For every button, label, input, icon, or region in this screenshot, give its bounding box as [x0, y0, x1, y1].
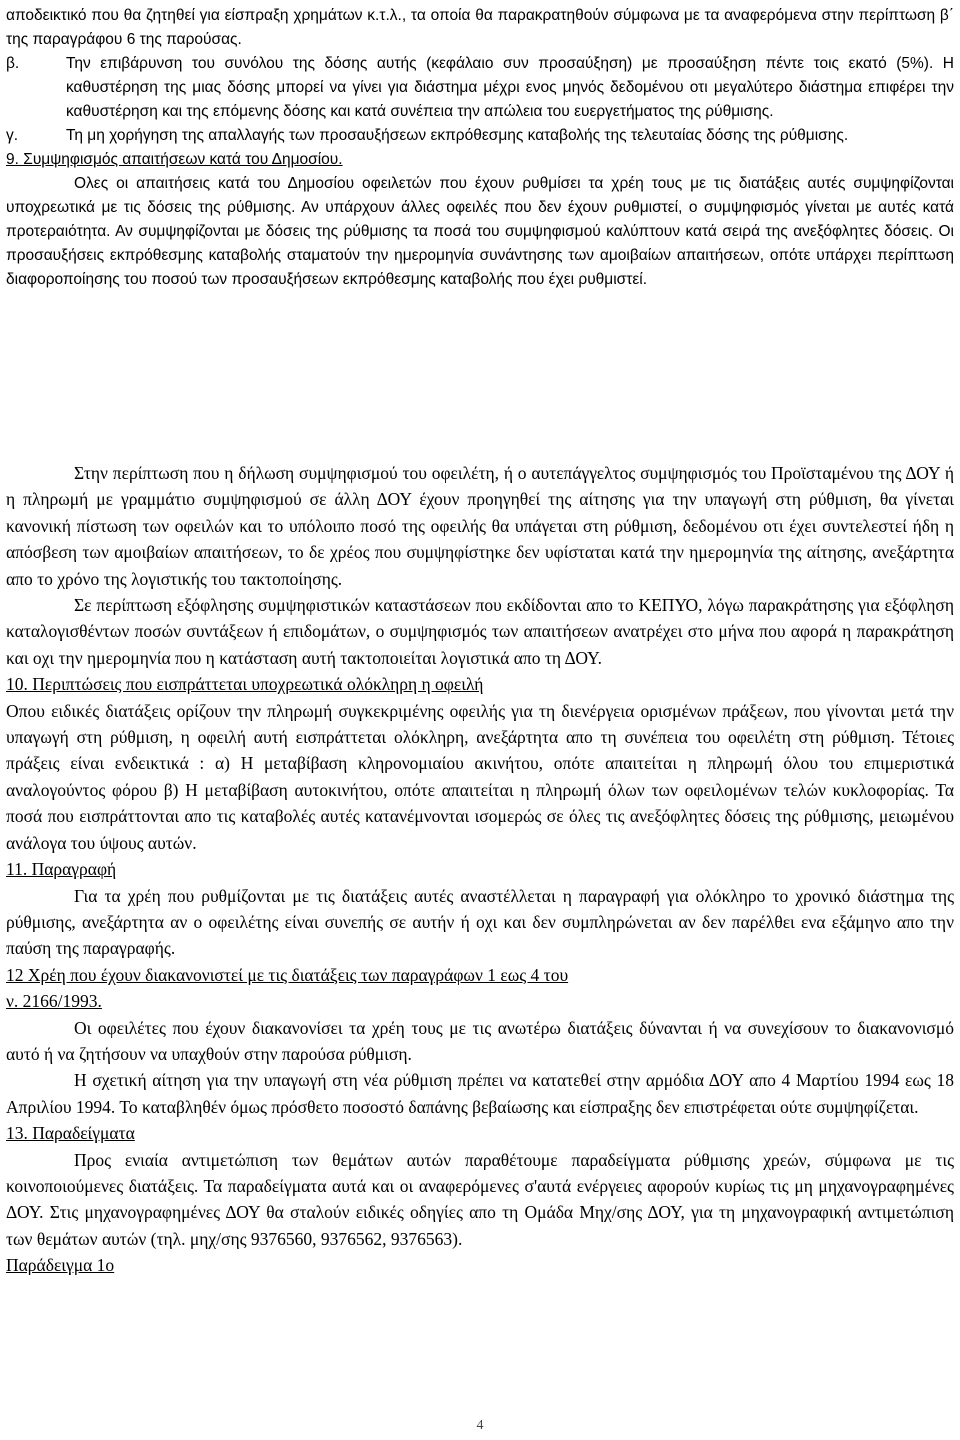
heading-section-11: 11. Παραγραφή [6, 859, 117, 880]
item-beta [6, 52, 954, 124]
paragraph-section-10: Οπου ειδικές διατάξεις ορίζουν την πληρωμή συγκεκριμένης οφειλής για τη διενέργεια ορισμένων πράξεων, που γίνονται μετά την υπαγωγή στη ρύθμιση, η οφειλή αυτή εισπράττεται ολόκληρη, ανεξάρτητα απο τη συνέπεια του οφειλέτη στη ρύθμιση. Τέτοιες πράξεις είναι ενδεικτικά : α) Η μεταβίβαση κληρονομιαίου ακινήτου, οπότε απαιτείται η πληρωμή όλου του επιμεριστικά αναλογούντος φόρου β) Η μεταβίβαση αυτοκινήτου, οπότε απαιτείται η πληρωμή όλων των οφειλομένων τελών κυκλοφορίας. Τα ποσά που εισπράττονται απο τις καταβολές αυτές κατανέμνονται ισομερώς σε όλες τις ανεξόφλητες δόσεις της ρύθμισης, μειωμένου ανάλογα του ύψους αυτών. [6, 700, 954, 853]
item-beta-text: Την επιβάρυνση του συνόλου της δόσης αυτής (κεφάλαιο συν προσαύξηση) με προσαύξηση πέντε τοις εκατό (5%). Η καθυστέρηση της μιας δόσης μπορεί να γίνει για διάστημα μέχρι ενος μηνός δεδομένου οτι μεγαλύτερο διάστημα επιφέρει την καθυστέρηση και της επόμενης δόσης και κατά συνέπεια την απώλεια του ευεργετήματος της ρύθμισης. [66, 55, 954, 120]
heading-section-9: 9. Συμψηφισμός απαιτήσεων κατά του Δημοσίου. [6, 151, 343, 168]
paragraph-kepyo: Σε περίπτωση εξόφλησης συμψηφιστικών καταστάσεων που εκδίδονται απο το ΚΕΠΥΟ, λόγω παρακράτησης για εξόφληση καταλογισθέντων ποσών συντάξεων ή επιδομάτων, ο συμψηφισμός των απαιτήσεων ανατρέχει στο μήνα που αφορά η παρακράτηση και οχι την ημερομηνία που η κατάσταση αυτή τακτοποιείται λογιστικά απο τη ΔΟΥ. [6, 595, 954, 668]
paragraph-section-13: Προς ενιαία αντιμετώπιση των θεμάτων αυτών παραθέτουμε παραδείγματα ρύθμισης χρεών, σύμφωνα με τις κοινοποιούμενες διατάξεις. Τα παραδείγματα αυτά και οι αναφερόμενες σ'αυτά ενέργειες αφορούν κυρίως τις μη μηχανογραφημένες ΔΟΥ. Στις μηχανογραφημένες ΔΟΥ θα σταλούν ειδικές οδηγίες απο τη Ομάδα Μηχ/σης ΔΟΥ, για τη μηχανογραφική αντιμετώπιση των θεμάτων αυτών (τηλ. μηχ/σης 9376560, 9376562, 9376563). [6, 1149, 954, 1249]
heading-section-13: 13. Παραδείγματα [6, 1123, 135, 1144]
heading-example-1: Παράδειγμα 1ο [6, 1255, 115, 1276]
heading-section-12 [6, 962, 954, 1015]
paragraph-section-9: Ολες οι απαιτήσεις κατά του Δημοσίου οφειλετών που έχουν ρυθμίσει τα χρέη τους με τις διατάξεις αυτές συμψηφίζονται υποχρεωτικά με τις δόσεις της ρύθμισης. Αν υπάρχουν άλλες οφειλές που δεν έχουν ρυθμιστεί, ο συμψηφισμός γίνεται με αυτές κατά προτεραιότητα. Αν συμψηφίζονται με δόσεις της ρύθμισης τα ποσά του συμψηφισμού καλύπτουν κατά σειρά της ανεξόφλητες δόσεις. Οι προσαυξήσεις εκπρόθεσμης καταβολής σταματούν την ημερομηνία συνάντησης των αμοιβαίων απαιτήσεων, οπότε υπάρχει περίπτωση διαφοροποίησης του ποσού των προσαυξήσεων εκπρόθεσμης καταβολής που έχει ρυθμιστεί. [6, 175, 954, 288]
item-gamma-text: Τη μη χορήγηση της απαλλαγής των προσαυξήσεων εκπρόθεσμης καταβολής της τελευταίας δόσης της ρύθμισης. [66, 127, 849, 144]
paragraph-section-11: Για τα χρέη που ρυθμίζονται με τις διατάξεις αυτές αναστέλλεται η παραγραφή για ολόκληρο το χρονικό διάστημα της ρύθμισης, ανεξάρτητα αν ο οφειλέτης είναι συνεπής σε αυτήν ή οχι και δεν συμπληρώνεται αν δεν παρέλθει ενα εξάμηνο απο την παύση της παραγραφής. [6, 885, 954, 959]
heading-section-10: 10. Περιπτώσεις που εισπράττεται υποχρεωτικά ολόκληρη η οφειλή [6, 674, 484, 695]
item-beta-label: β. [6, 55, 20, 72]
heading-section-12-line1: 12 Χρέη που έχουν διακανονιστεί με τις διατάξεις των παραγράφων 1 εως 4 του [6, 964, 569, 985]
paragraph-intro: αποδεικτικό που θα ζητηθεί για είσπραξη χρημάτων κ.τ.λ., τα οποία θα παρακρατηθούν σύμφωνα με τα αναφερόμενα στην περίπτωση β΄ της παραγράφου 6 της παρούσας. [6, 7, 954, 48]
item-gamma [6, 124, 954, 148]
item-gamma-label: γ. [6, 127, 19, 144]
paragraph-offset-declaration: Στην περίπτωση που η δήλωση συμψηφισμού του οφειλέτη, ή ο αυτεπάγγελτος συμψηφισμός του Προϊσταμένου της ΔΟΥ ή η πληρωμή με γραμμάτιο συμψηφισμού σε άλλη ΔΟΥ έχουν προηγηθεί της αίτησης για την υπαγωγή στη ρύθμιση, θα γίνεται κανονική πίστωση των οφειλών και το υπόλοιπο ποσό της οφειλής θα υπάγεται στη ρύθμιση, δεδομένου οτι έχει συντελεστεί ήδη η απόσβεση των αμοιβαίων απαιτήσεων, το δε χρέος που συμψηφίστηκε δεν υφίσταται κατά την ημερομηνία της αίτησης, ανεξάρτητα απο το χρόνο της λογιστικής του τακτοποίησης. [6, 463, 954, 589]
paragraph-section-12b: Η σχετική αίτηση για την υπαγωγή στη νέα ρύθμιση πρέπει να κατατεθεί στην αρμόδια ΔΟΥ απο 4 Μαρτίου 1994 εως 18 Απριλίου 1994. Το καταβληθέν όμως πρόσθετο ποσοστό δαπάνης βεβαίωσης και είσπραξης δεν επιστρέφεται ούτε συμψηφίζεται. [6, 1070, 954, 1117]
heading-section-12-line2: ν. 2166/1993. [6, 991, 102, 1012]
serif-section [6, 460, 954, 1279]
paragraph-section-12a: Οι οφειλέτες που έχουν διακανονίσει τα χρέη τους με τις ανωτέρω διατάξεις δύνανται ή να συνεχίσουν το διακανονισμό αυτό ή να ζητήσουν να υπαχθούν στην παρούσα ρύθμιση. [6, 1017, 954, 1064]
page-number: 4 [476, 1418, 484, 1433]
sans-section [6, 4, 954, 292]
